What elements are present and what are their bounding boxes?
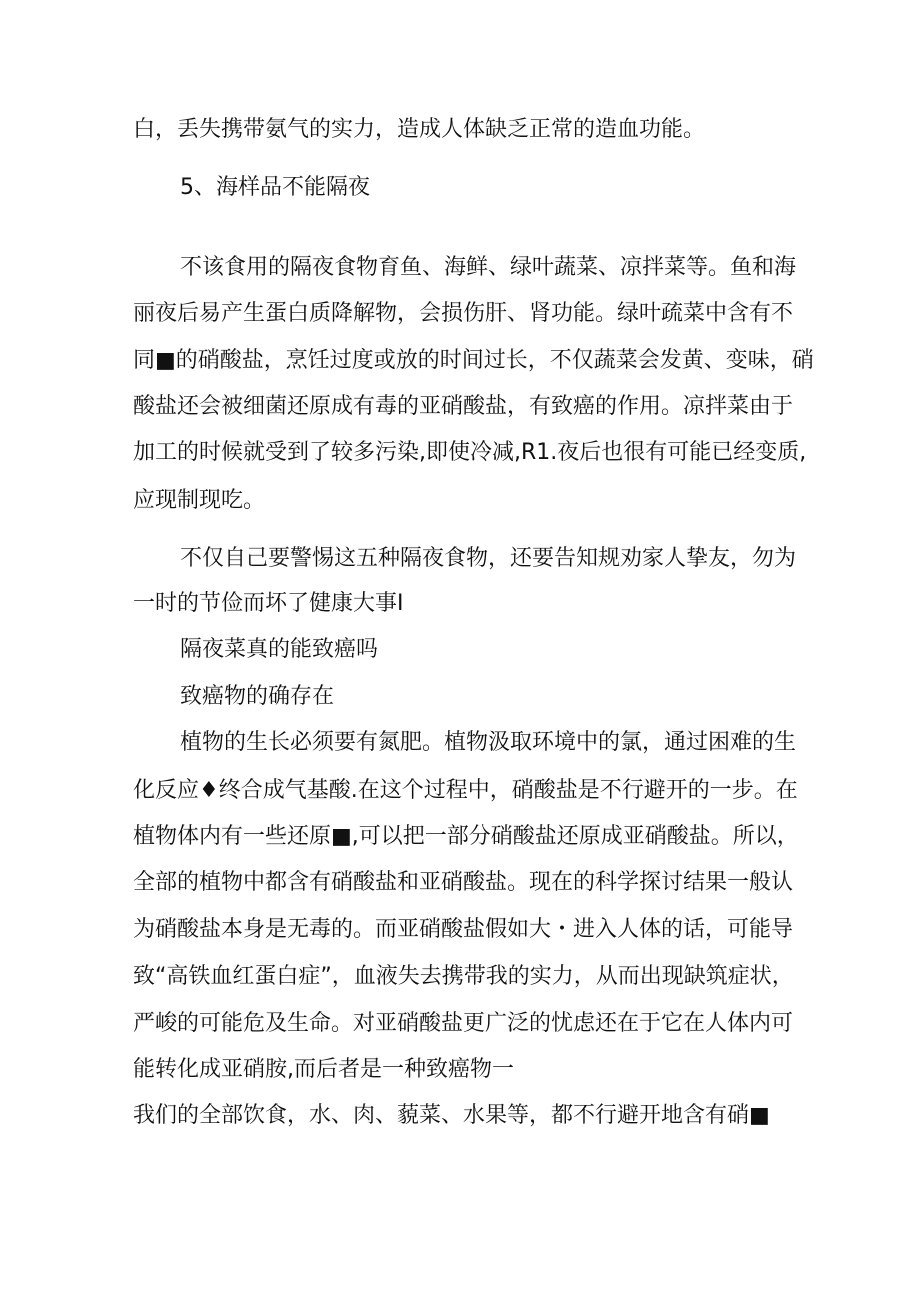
text-line: 加工的时候就受到了较多污染,即使冷减,R1.夜后也很有可能已经变质, — [133, 440, 807, 465]
text-line: 白，丢失携带氨气的实力，造成人体缺乏正常的造血功能。 — [133, 117, 706, 142]
text-line: 不仅自己要警惕这五种隔夜食物，还要告知规劝家人挚友，勿为 — [180, 546, 797, 571]
text-line: 不该食用的隔夜食物育鱼、海鲜、绿叶蔬菜、凉拌菜等。鱼和海 — [180, 255, 797, 280]
text-line: 同■的硝酸盐，烹饪过度或放的时间过长，不仅蔬菜会发黄、变味，硝 — [133, 348, 814, 373]
text-line: 酸盐还会被细菌还原成有毒的亚硝酸盐，有致癌的作用。凉拌菜由于 — [133, 394, 794, 419]
section-heading: 致癌物的确存在 — [180, 684, 335, 709]
text-line: 应现制现吃。 — [133, 488, 266, 513]
text-line: 致“高铁血红蛋白症”，血液失去携带我的实力，从而出现缺筑症状， — [133, 964, 794, 989]
text-line: 一时的节俭而坏了健康大事I — [133, 591, 404, 616]
text-line: 我们的全部饮食，水、肉、藐菜、水果等，都不行避开地含有硝■ — [133, 1103, 770, 1128]
text-line: 化反应♦终合成气基酸.在这个过程中，硝酸盐是不行避开的一步。在 — [133, 778, 798, 803]
text-line: 严峻的可能危及生命。对亚硝酸盐更广泛的忧虑还在于它在人体内可 — [133, 1011, 794, 1036]
text-line: 丽夜后易产生蛋白质降解物，会损伤肝、肾功能。绿叶疏菜中含有不 — [133, 301, 794, 326]
text-line: 能转化成亚硝胺,而后者是一种致癌物一 — [133, 1057, 514, 1082]
section-heading: 5、海样品不能隔夜 — [180, 175, 370, 200]
section-heading: 隔夜菜真的能致癌吗 — [180, 637, 379, 662]
text-line: 为硝酸盐本身是无毒的。而亚硝酸盐假如大・进入人体的话，可能导 — [133, 917, 794, 942]
text-line: 植物体内有一些还原■,可以把一部分硝酸盐还原成亚硝酸盐。所以， — [133, 824, 799, 849]
text-line: 全部的植物中都含有硝酸盐和亚硝酸盐。现在的科学探讨结果一般认 — [133, 870, 794, 895]
text-line: 植物的生长必须要有氮肥。植物汲取环境中的氯，通过困难的生 — [180, 730, 797, 755]
